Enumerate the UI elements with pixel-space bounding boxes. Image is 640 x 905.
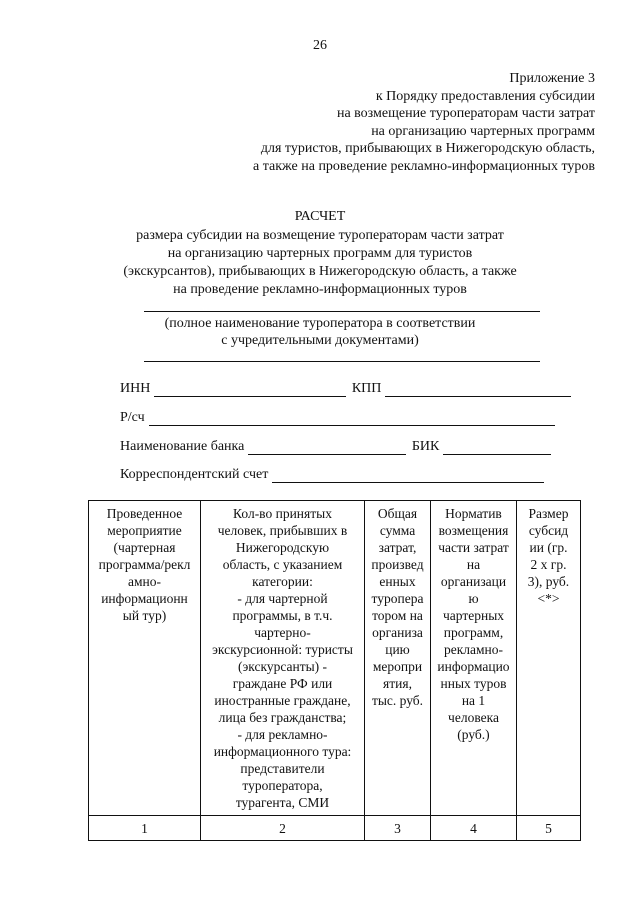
header-line: <*>	[537, 591, 560, 606]
account-field[interactable]	[149, 411, 555, 426]
header-line: (руб.)	[457, 727, 490, 742]
header-line: человека	[448, 710, 499, 725]
column-number: 3	[365, 816, 431, 841]
header-line: части затрат	[438, 540, 509, 555]
header-line: туропера	[371, 591, 424, 606]
header-line: произвед	[371, 557, 424, 572]
column-number: 4	[431, 816, 517, 841]
header-line: (экскурсанты) -	[237, 659, 328, 674]
header-line: цию	[385, 642, 410, 657]
header-line: субсид	[528, 523, 569, 538]
header-line: область, с указанием	[222, 557, 343, 572]
header-line: - для чартерной	[237, 591, 328, 606]
bank-row	[120, 439, 551, 455]
header-line: турагента, СМИ	[235, 795, 330, 810]
header-line: 2 х гр.	[530, 557, 567, 572]
kpp-field[interactable]	[385, 382, 571, 397]
header-line: (чартерная	[113, 540, 176, 555]
header-line: программы, в т.ч.	[232, 608, 333, 623]
appendix-line: Приложение 3	[509, 71, 595, 86]
header-line: информационного тура:	[213, 744, 352, 759]
header-line: мероприятие	[107, 523, 182, 538]
table-header-row	[89, 501, 581, 816]
header-cell-event	[89, 501, 201, 816]
note-line: с учредительными документами)	[221, 333, 419, 348]
bik-label: БИК	[411, 439, 440, 454]
operator-name-line-2[interactable]	[144, 361, 540, 362]
header-line: граждане РФ или	[232, 676, 333, 691]
header-cell-subsidy	[517, 501, 581, 816]
operator-name-line[interactable]	[144, 311, 540, 312]
bank-label: Наименование банка	[120, 439, 245, 454]
bank-field[interactable]	[248, 440, 406, 455]
header-line: ый тур)	[122, 608, 167, 623]
appendix-line: а также на проведение рекламно-информационных туров	[253, 158, 595, 174]
appendix-line: на организацию чартерных программ	[371, 123, 595, 139]
corr-account-row	[120, 467, 544, 483]
header-line: чартерных	[442, 608, 505, 623]
calculation-line: на проведение рекламно-информационных туров	[173, 282, 467, 297]
header-cell-people	[201, 501, 365, 816]
header-line: организа	[372, 625, 423, 640]
column-number-row	[89, 816, 581, 841]
account-row	[120, 410, 555, 426]
header-line: на 1	[461, 693, 486, 708]
column-number: 5	[517, 816, 581, 841]
header-line: затрат,	[378, 540, 417, 555]
header-line: Норматив	[445, 506, 502, 521]
bik-field[interactable]	[443, 440, 551, 455]
header-line: Нижегородскую	[235, 540, 330, 555]
header-line: возмещения	[438, 523, 509, 538]
calculation-line: на организацию чартерных программ для туристов	[167, 246, 473, 261]
operator-note	[0, 315, 640, 349]
inn-field[interactable]	[154, 382, 346, 397]
calculation-heading	[0, 208, 640, 299]
header-cell-norm	[431, 501, 517, 816]
header-line: - для рекламно-	[237, 727, 328, 742]
header-cell-costs	[365, 501, 431, 816]
header-line: представители	[240, 761, 325, 776]
column-number: 1	[89, 816, 201, 841]
corr-account-label: Корреспондентский счет	[120, 467, 269, 482]
kpp-label: КПП	[351, 381, 382, 396]
header-line: нных туров	[440, 676, 507, 691]
header-line: ю	[468, 591, 479, 606]
header-line: лица без гражданства;	[218, 710, 347, 725]
header-line: тыс. руб.	[371, 693, 424, 708]
header-line: категории:	[252, 574, 313, 589]
inn-label: ИНН	[120, 381, 151, 396]
appendix-line: для туристов, прибывающих в Нижегородскую область,	[260, 141, 595, 156]
subsidy-table	[88, 500, 581, 841]
header-line: Проведенное	[106, 506, 183, 521]
corr-account-field[interactable]	[272, 468, 544, 483]
appendix-line: на возмещение туроператорам части затрат	[336, 106, 595, 121]
inn-kpp-row	[120, 381, 571, 397]
header-line: рекламно-	[443, 642, 504, 657]
header-line: сумма	[379, 523, 416, 538]
header-line: амно-	[127, 574, 161, 589]
header-line: Кол-во принятых	[233, 506, 332, 521]
page-number: 26	[313, 38, 327, 53]
header-line: информационн	[101, 591, 188, 606]
header-line: на	[466, 557, 481, 572]
note-line: (полное наименование туроператора в соответствии	[164, 316, 476, 331]
header-line: ятия,	[383, 676, 412, 691]
header-line: енных	[379, 574, 416, 589]
calculation-line: (экскурсантов), прибывающих в Нижегородскую область, а также	[123, 264, 517, 279]
header-line: тором на	[372, 608, 423, 623]
header-line: экскурсионной: туристы	[212, 642, 353, 657]
header-line: иностранные граждане,	[214, 693, 351, 708]
document-title: РАСЧЕТ	[294, 209, 346, 224]
appendix-line: к Порядку предоставления субсидии	[375, 88, 595, 104]
header-line: Общая	[377, 506, 418, 521]
header-line: программа/рекл	[98, 557, 191, 572]
appendix-header	[253, 70, 595, 175]
header-line: человек, прибывших в	[217, 523, 348, 538]
header-line: организаци	[440, 574, 507, 589]
header-line: 3), руб.	[527, 574, 570, 589]
header-line: Размер	[528, 506, 569, 521]
header-line: чартерно-	[254, 625, 311, 640]
column-number: 2	[201, 816, 365, 841]
header-line: меропри	[372, 659, 423, 674]
header-line: туроператора,	[242, 778, 323, 793]
account-label: Р/сч	[120, 410, 145, 425]
header-line: информацио	[437, 659, 510, 674]
calculation-line: размера субсидии на возмещение туроператорам части затрат	[136, 228, 504, 243]
header-line: программ,	[443, 625, 504, 640]
header-line: ии (гр.	[529, 540, 568, 555]
